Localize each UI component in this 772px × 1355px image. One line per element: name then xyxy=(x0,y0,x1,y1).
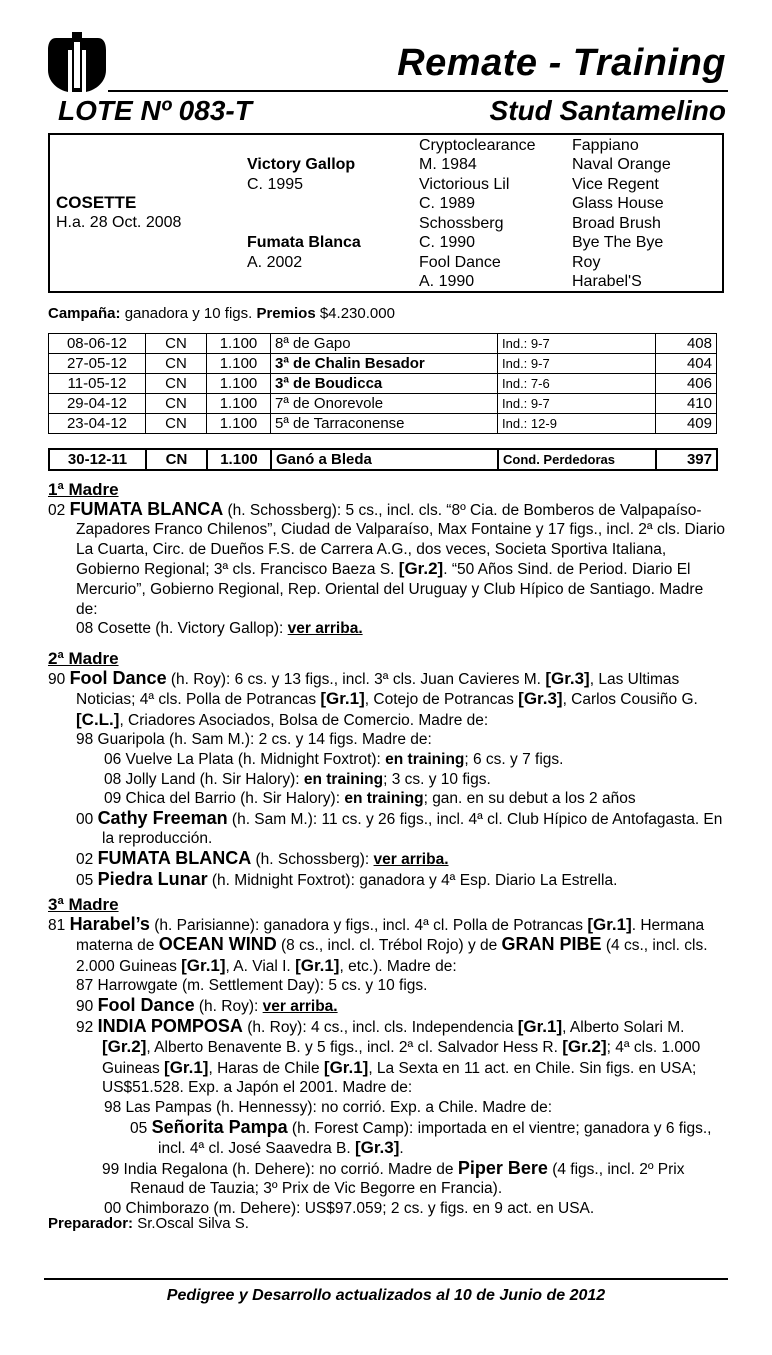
pedigree-table xyxy=(48,133,724,293)
race-cond: Ind.: 9-7 xyxy=(498,334,656,354)
produce-entry: 09 Chica del Barrio (h. Sir Halory): en training; gan. en su debut a los 2 años xyxy=(104,790,636,808)
table-row xyxy=(49,334,717,354)
produce-entry: 98 Guaripola (h. Sam M.): 2 cs. y 14 figs. Madre de: xyxy=(76,731,432,749)
third-dam-section xyxy=(48,895,728,1219)
table-row xyxy=(49,374,717,394)
produce-entry: 00 Chimborazo (m. Dehere): US$97.059; 2 cs. y figs. en 9 act. en USA. xyxy=(104,1199,595,1217)
race-result: 3ª de Boudicca xyxy=(271,374,498,394)
race-table xyxy=(48,333,717,434)
trainer: Preparador: Sr.Oscal Silva S. xyxy=(48,1215,249,1232)
grandsire-2-info: C. 1990 xyxy=(419,234,476,251)
race-dist: 1.100 xyxy=(207,394,271,414)
race-result: 7ª de Onorevole xyxy=(271,394,498,414)
dam-name: Fumata Blanca xyxy=(247,234,361,251)
race-rating: 408 xyxy=(656,334,717,354)
produce-entry: 08 Cosette (h. Victory Gallop): ver arriba. xyxy=(76,620,363,638)
win-table xyxy=(48,448,718,471)
horse-name: COSETTE xyxy=(56,193,137,212)
grandsire-2: Schossberg xyxy=(419,215,504,232)
race-track: CN xyxy=(146,334,207,354)
race-cond: Ind.: 9-7 xyxy=(498,354,656,374)
produce-entry: 05 Señorita Pampa (h. Forest Camp): importada en el vientre; ganadora y 6 figs., incl. 4ª cl. José Saavedra B. [Gr.3]. xyxy=(130,1116,712,1158)
table-row xyxy=(49,414,717,434)
table-row xyxy=(49,354,717,374)
sire-name: Victory Gallop xyxy=(247,156,356,173)
ancestor: Vice Regent xyxy=(572,176,659,193)
race-rating: 410 xyxy=(656,394,717,414)
race-result: 8ª de Gapo xyxy=(271,334,498,354)
grandsire-1-info: M. 1984 xyxy=(419,156,477,173)
ancestor: Bye The Bye xyxy=(572,234,664,251)
race-track: CN xyxy=(146,414,207,434)
race-date: 29-04-12 xyxy=(49,394,146,414)
horse-info: H.a. 28 Oct. 2008 xyxy=(56,214,182,231)
ancestor: Fappiano xyxy=(572,137,639,154)
granddam-2: Fool Dance xyxy=(419,254,501,271)
granddam-1-info: C. 1989 xyxy=(419,195,476,212)
race-date: 11-05-12 xyxy=(49,374,146,394)
produce-entry: 06 Vuelve La Plata (h. Midnight Foxtrot): en training; 6 cs. y 7 figs. xyxy=(104,750,564,768)
race-rating: 409 xyxy=(656,414,717,434)
grandsire-1: Cryptoclearance xyxy=(419,137,536,154)
dam-entry: 90 Fool Dance (h. Roy): 6 cs. y 13 figs., incl. 3ª cls. Juan Cavieres M. [Gr.3], Las Ultimas Noticias; 4ª cls. Polla de Potrancas [Gr.1], Cotejo de Potrancas [Gr.3], Carlos Cousiño G. [C.L.], Criadores Asociados, Bolsa de Comercio. Madre de: xyxy=(48,667,698,729)
lote-number: LOTE Nº 083-T xyxy=(58,95,252,126)
produce-entry: 00 Cathy Freeman (h. Sam M.): 11 cs. y 26 figs., incl. 4ª cl. Club Hípico de Antofagasta. En la reproducción. xyxy=(76,807,723,848)
ancestor: Glass House xyxy=(572,195,664,212)
section-heading: 1ª Madre xyxy=(48,480,119,499)
ancestor: Naval Orange xyxy=(572,156,671,173)
dam-entry: 81 Harabel’s (h. Parisianne): ganadora y figs., incl. 4ª cl. Polla de Potrancas [Gr.1]. Hermana materna de OCEAN WIND (8 cs., incl. cl. Trébol Rojo) y de GRAN PIBE (4 cs., incl. cls. 2.000 Guineas [Gr.1], A. Vial I. [Gr.1], etc.). Madre de: xyxy=(48,913,708,975)
race-result: 5ª de Tarraconense xyxy=(271,414,498,434)
section-heading: 2ª Madre xyxy=(48,649,119,668)
race-track: CN xyxy=(146,394,207,414)
produce-entry: 08 Jolly Land (h. Sir Halory): en training; 3 cs. y 10 figs. xyxy=(104,770,491,788)
race-dist: 1.100 xyxy=(207,354,271,374)
campaign-summary: Campaña: ganadora y 10 figs. Premios $4.230.000 xyxy=(48,305,395,322)
race-cond: Ind.: 7-6 xyxy=(498,374,656,394)
section-heading: 3ª Madre xyxy=(48,895,119,914)
race-dist: 1.100 xyxy=(207,334,271,354)
footer-note: Pedigree y Desarrollo actualizados al 10 de Junio de 2012 xyxy=(166,1287,606,1304)
table-row: 30-12-11 CN 1.100 Ganó a Bleda Cond. Perdedoras 397 xyxy=(49,449,717,470)
stud-name: Stud Santamelino xyxy=(489,95,726,126)
race-rating: 404 xyxy=(656,354,717,374)
race-track: CN xyxy=(146,354,207,374)
race-rating: 406 xyxy=(656,374,717,394)
dam-entry: 02 FUMATA BLANCA (h. Schossberg): 5 cs., incl. cls. “8º Cia. de Bomberos de Valpapaíso-Zapadores Franco Chilenos”, Ciudad de Valparaíso, Max Fontaine y 17 figs., incl. 2ª cls. Diario La Cuarta, Circ. de Dueños F.S. de Carrera A.G., dos veces, Societa Sportiva Italiana, Gobierno Regional; 3ª cls. Francisco Baeza S. [Gr.2]. “50 Años Sind. de Period. Diario El Mercurio”, Gobierno Regional, Rep. Oriental del Uruguay y Club Hípico de Santiago. Madre de: xyxy=(48,498,726,618)
ancestor: Roy xyxy=(572,254,601,271)
race-track: CN xyxy=(146,374,207,394)
second-dam-section xyxy=(48,649,728,890)
ancestor: Broad Brush xyxy=(572,215,661,232)
produce-entry: 98 Las Pampas (h. Hennessy): no corrió. Exp. a Chile. Madre de: xyxy=(104,1098,552,1116)
race-date: 27-05-12 xyxy=(49,354,146,374)
produce-entry: 05 Piedra Lunar (h. Midnight Foxtrot): ganadora y 4ª Esp. Diario La Estrella. xyxy=(76,868,618,889)
race-cond: Ind.: 12-9 xyxy=(498,414,656,434)
ancestor: Harabel'S xyxy=(572,273,642,290)
race-dist: 1.100 xyxy=(207,414,271,434)
sire-info: C. 1995 xyxy=(247,176,304,193)
produce-entry: 87 Harrowgate (m. Settlement Day): 5 cs. y 10 figs. xyxy=(76,977,428,995)
header-divider xyxy=(108,90,728,92)
stud-logo-icon xyxy=(48,30,106,92)
race-cond: Ind.: 9-7 xyxy=(498,394,656,414)
first-dam-section xyxy=(48,480,728,639)
race-date: 23-04-12 xyxy=(49,414,146,434)
produce-entry: 90 Fool Dance (h. Roy): ver arriba. xyxy=(76,994,338,1015)
produce-entry: 99 India Regalona (h. Dehere): no corrió. Madre de Piper Bere (4 figs., incl. 2º Prix Renaud de Tauzia; 3º Prix de Vic Begorre en Francia). xyxy=(102,1157,685,1198)
race-result: 3ª de Chalin Besador xyxy=(271,354,498,374)
page-title: Remate - Training xyxy=(397,42,726,84)
dam-info: A. 2002 xyxy=(247,254,303,271)
table-row xyxy=(49,394,717,414)
granddam-1: Victorious Lil xyxy=(419,176,510,193)
race-date: 08-06-12 xyxy=(49,334,146,354)
race-dist: 1.100 xyxy=(207,374,271,394)
produce-entry: 92 INDIA POMPOSA (h. Roy): 4 cs., incl. cls. Independencia [Gr.1], Alberto Solari M. [Gr.2], Alberto Benavente B. y 5 figs., incl. 2ª cl. Salvador Hess R. [Gr.2]; 4ª cls. 1.000 Guineas [Gr.1], Haras de Chile [Gr.1], La Sexta en 11 act. en Chile. Sin figs. en USA; US$51.528. Exp. a Japón el 2001. Madre de: xyxy=(76,1015,701,1097)
footer-divider xyxy=(44,1278,728,1280)
granddam-2-info: A. 1990 xyxy=(419,273,475,290)
produce-entry: 02 FUMATA BLANCA (h. Schossberg): ver arriba. xyxy=(76,847,449,868)
